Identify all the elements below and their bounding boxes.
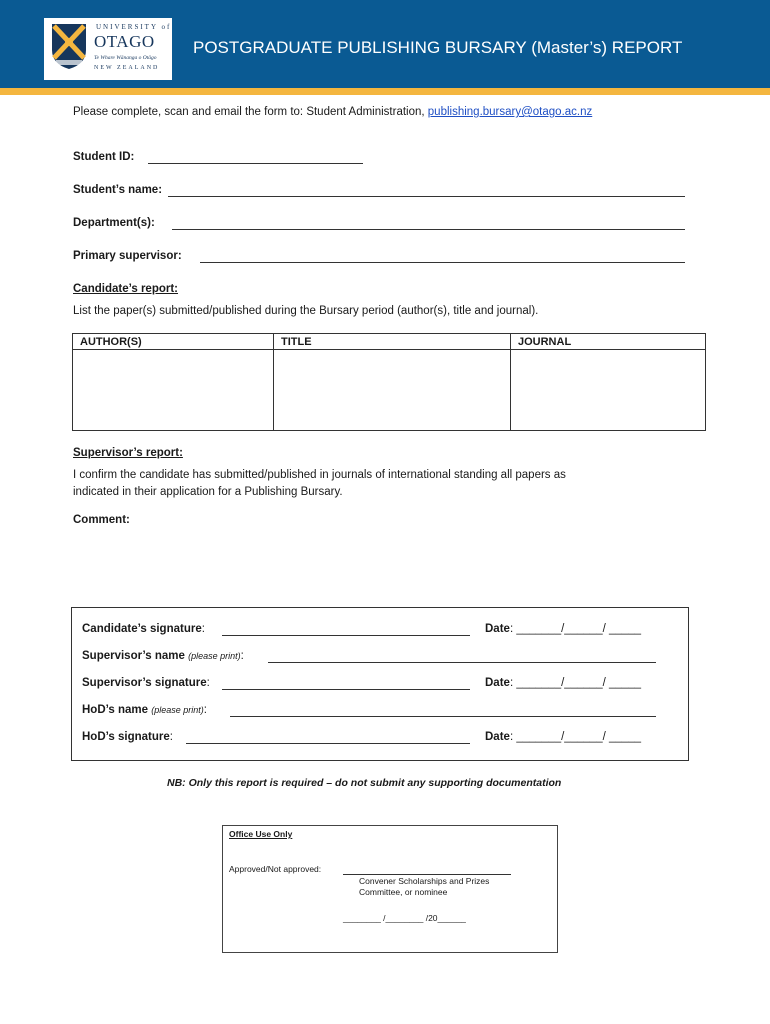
intro-line bbox=[73, 106, 592, 118]
convener-line1: Convener Scholarships and Prizes bbox=[359, 876, 490, 886]
journal-cell[interactable] bbox=[511, 350, 706, 431]
office-date-field[interactable]: ________ /________ /20______ bbox=[343, 913, 466, 923]
office-use-box bbox=[222, 825, 558, 953]
crest-icon bbox=[50, 22, 88, 70]
logo-country-text: NEW ZEALAND bbox=[94, 65, 160, 71]
hod-date-row: Date: _______/______/ _____ bbox=[485, 731, 642, 743]
supervisor-signature-row: Supervisor’s signature: bbox=[82, 677, 210, 689]
supervisor-confirm-line2: indicated in their application for a Publishing Bursary. bbox=[73, 486, 343, 498]
hod-name-field[interactable] bbox=[230, 706, 656, 717]
candidate-signature-field[interactable] bbox=[222, 625, 470, 636]
supervisor-signature-field[interactable] bbox=[222, 679, 470, 690]
hod-signature-field[interactable] bbox=[186, 733, 470, 744]
signature-box bbox=[71, 607, 689, 761]
university-logo bbox=[44, 18, 172, 80]
column-authors: AUTHOR(S) bbox=[73, 334, 274, 350]
intro-text: Please complete, scan and email the form to: Student Administration, bbox=[73, 106, 425, 118]
supervisor-date-row: Date: _______/______/ _____ bbox=[485, 677, 642, 689]
supervisor-report-heading: Supervisor’s report: bbox=[73, 447, 183, 459]
header-accent-stripe bbox=[0, 88, 770, 95]
column-title: TITLE bbox=[274, 334, 511, 350]
title-cell[interactable] bbox=[274, 350, 511, 431]
authors-cell[interactable] bbox=[73, 350, 274, 431]
logo-university-text: UNIVERSITY of bbox=[96, 23, 172, 31]
table-header-row bbox=[73, 334, 706, 350]
supervisor-name-field[interactable] bbox=[268, 652, 656, 663]
convener-line2: Committee, or nominee bbox=[359, 887, 448, 897]
column-journal: JOURNAL bbox=[511, 334, 706, 350]
candidate-signature-row: Candidate’s signature: bbox=[82, 623, 205, 635]
supervisor-field[interactable] bbox=[200, 252, 685, 263]
student-id-label: Student ID: bbox=[73, 151, 135, 163]
candidate-report-heading: Candidate’s report: bbox=[73, 283, 179, 295]
approved-label: Approved/Not approved: bbox=[229, 864, 322, 874]
approved-field[interactable] bbox=[343, 864, 511, 875]
hod-name-row: HoD’s name (please print): bbox=[82, 704, 207, 716]
supervisor-name-row: Supervisor’s name (please print): bbox=[82, 650, 244, 662]
supervisor-confirm-line1: I confirm the candidate has submitted/published in journals of international standing all papers as bbox=[73, 469, 566, 481]
logo-otago-text: OTAGO bbox=[94, 32, 155, 51]
candidate-instruction: List the paper(s) submitted/published during the Bursary period (author(s), title and journal). bbox=[73, 305, 539, 317]
page-title: POSTGRADUATE PUBLISHING BURSARY (Master’s) REPORT bbox=[193, 38, 683, 57]
table-row bbox=[73, 350, 706, 431]
student-name-field[interactable] bbox=[168, 186, 685, 197]
candidate-date-row: Date: _______/______/ _____ bbox=[485, 623, 642, 635]
supporting-docs-note: NB: Only this report is required – do not submit any supporting documentation bbox=[167, 777, 562, 789]
comment-label: Comment: bbox=[73, 514, 130, 526]
logo-maori-text: Te Whare Wānanga o Otāgo bbox=[94, 55, 157, 61]
hod-signature-row: HoD’s signature: bbox=[82, 731, 173, 743]
student-id-field[interactable] bbox=[148, 153, 363, 164]
papers-table bbox=[72, 333, 706, 431]
email-link[interactable]: publishing.bursary@otago.ac.nz bbox=[427, 106, 593, 118]
student-name-label: Student’s name: bbox=[73, 184, 163, 196]
department-field[interactable] bbox=[172, 219, 685, 230]
supervisor-label: Primary supervisor: bbox=[73, 250, 182, 262]
department-label: Department(s): bbox=[73, 217, 155, 229]
office-use-heading: Office Use Only bbox=[229, 829, 293, 839]
